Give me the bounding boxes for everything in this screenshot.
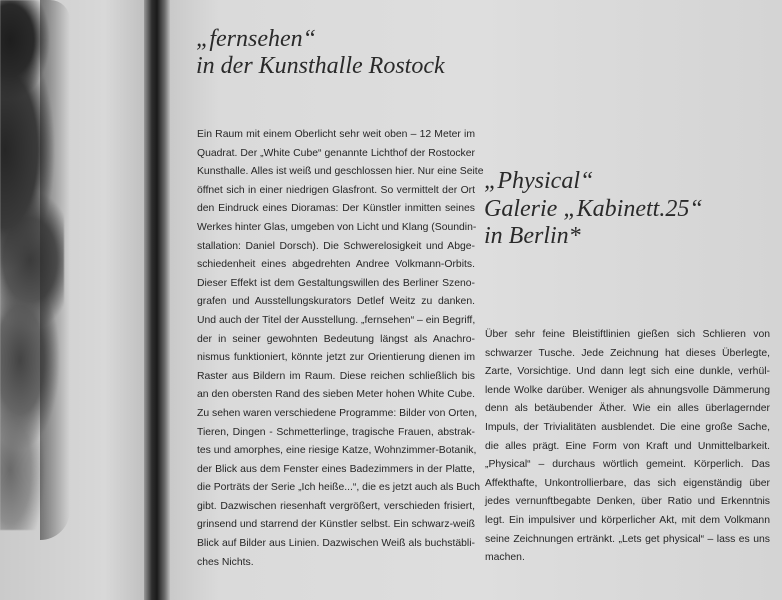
article-1-body-line: Dieser Effekt ist dem Gestaltungswillen des Berliner Szeno- [197, 277, 475, 289]
article-1-body-line: der in seiner gewohnten Bedeutung längst als Anachro- [197, 333, 475, 345]
article-2-body-line: machen. [485, 552, 525, 564]
article-1-body [197, 126, 484, 572]
article-1-body-line: nismus funktioniert, könnte jetzt zur Orientierung dienen im [197, 352, 475, 364]
article-1-title-line: in der Kunsthalle Rostock [196, 52, 445, 79]
article-1-body-line: Und auch der Titel der Ausstellung. „fernsehen“ – ein Begriff, [197, 314, 476, 326]
article-1-body-line: Zu sehen waren verschiedene Programme: Bilder von Orten, [197, 407, 478, 419]
article-1-body-line: Raster aus Bildern im Raum. Diese reichen schließlich bis [197, 370, 475, 382]
article-2-body-line: seine Zeichnungen ertränkt. „Lets get physical“ – lass es uns [485, 533, 770, 545]
article-1-body-line: ches Nichts. [197, 556, 254, 568]
article-2-body-line: Impuls, der Trivialitäten ausblendet. Die eine große Sache, [485, 421, 770, 433]
article-1-body-line: tes und amorphes, eine riesige Katze, Wohnzimmer-Botanik, [197, 445, 477, 457]
article-1-title [196, 26, 445, 80]
article-1-body-line: Blick auf Bilder aus Linien. Dazwischen Weiß als buchstäbli- [197, 538, 475, 550]
article-2-title-line: Galerie „Kabinett.25“ [484, 195, 703, 222]
article-2-body-line: schwarzer Tusche. Jede Zeichnung hat dieses Überlegte, [485, 347, 770, 359]
article-1-body-line: öffnet sich in einer niedrigen Glasfront. So vermittelt der Ort [197, 184, 475, 196]
article-2-body-line: jedes vernunftbegabte Denken, über Ratio und Erkenntnis [485, 496, 770, 508]
article-1-body-line: den Eindruck eines Dioramas: Der Künstler inmitten seines [197, 203, 475, 215]
article-2-body-line: „Physical“ – durchaus wörtlich gemeint. Körperlich. Das [485, 459, 770, 471]
article-1-body-line: die Porträts der Serie „Ich heiße...“, die es jetzt auch als Buch [197, 482, 480, 494]
article-2-body-line: legt. Ein impulsiver und körperlicher Akt, mit dem Volkmann [485, 514, 770, 526]
article-1-body-line: gibt. Dazwischen riesenhaft vergrößert, verschieden frisiert, [197, 500, 475, 512]
left-page [0, 0, 150, 600]
article-2-body [485, 326, 770, 568]
article-1-body-line: Kunsthalle. Alles ist weiß und geschlossen hier. Nur eine Seite [197, 166, 484, 178]
article-1-body-line: Quadrat. Der „White Cube“ genannte Lichthof der Rostocker [197, 147, 475, 159]
article-1-body-line: schiedenheit eines abgedrehten Andree Volkmann-Orbits. [197, 259, 475, 271]
article-2-title-line: in Berlin* [484, 223, 581, 250]
article-1-body-line: Ein Raum mit einem Oberlicht sehr weit oben – 12 Meter im [197, 129, 475, 140]
article-2-body-line: Zarte, Vorsichtige. Und dann legt sich eine dunkle, verhül- [485, 366, 770, 378]
article-1-body-line: der Blick aus dem Fenster eines Badezimmers in der Platte, [197, 463, 475, 475]
article-1-title-line: „fernsehen“ [196, 26, 316, 52]
article-1-body-line: Werkes hinter Glas, umgeben von Licht und Klang (Soundin- [197, 221, 477, 233]
book-gutter [144, 0, 170, 600]
article-2-body-line: Affekthafte, Unkontrollierbare, das sich eigenständig über [485, 477, 770, 489]
article-2-body-line: Über sehr feine Bleistiftlinien gießen sich Schlieren von [485, 329, 770, 340]
article-1-body-line: stallation: Daniel Dorsch). Die Schwerelosigkeit und Abge- [197, 240, 475, 252]
artwork-edge-shadow [40, 0, 70, 540]
article-1-body-line: grinsend und starrend der Künstler selbst. Ein schwarz-weiß [197, 519, 475, 531]
article-1-body-line: grafen und Ausstellungskurators Detlef Weitz zu danken. [197, 296, 475, 308]
article-2-body-line: denn als betäubender Äther. Wie ein alles überlagernder [485, 403, 770, 415]
article-2-body-line: die alles prägt. Eine Form von Kraft und Unmittelbarkeit. [485, 440, 770, 452]
article-2-title-line: „Physical“ [484, 168, 594, 194]
article-2-title [484, 168, 703, 251]
article-1-body-line: Tieren, Dingen - Schmetterlinge, tragische Frauen, abstrak- [197, 426, 475, 438]
article-1-body-line: an den obersten Rand des sieben Meter hohen White Cube. [197, 389, 475, 401]
article-2-body-line: lende Wolke darüber. Weniger als ahnungsvolle Dämmerung [485, 384, 770, 396]
